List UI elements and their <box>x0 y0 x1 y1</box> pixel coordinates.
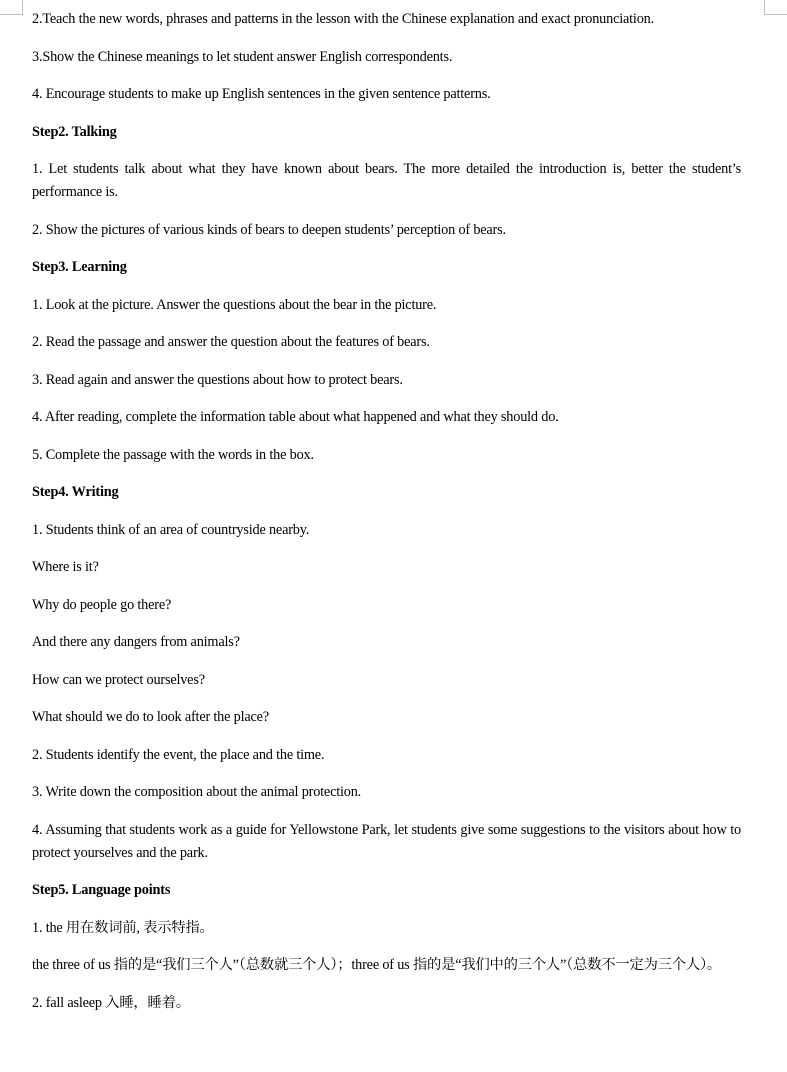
paragraph: 1. the 用在数词前, 表示特指。 <box>32 919 214 936</box>
section-heading: Step3. Learning <box>32 259 127 275</box>
paragraph: 2.Teach the new words, phrases and patterns in the lesson with the Chinese explanation and exact pronunciation. <box>32 11 654 27</box>
section-heading: Step5. Language points <box>32 882 171 898</box>
paragraph: 4. Encourage students to make up English sentences in the given sentence patterns. <box>32 86 491 102</box>
paragraph: 2. Read the passage and answer the question about the features of bears. <box>32 334 430 350</box>
paragraph: How can we protect ourselves? <box>32 671 205 688</box>
page-corner-mark-left <box>0 0 23 15</box>
paragraph: 2. Students identify the event, the place and the time. <box>32 746 325 763</box>
paragraph: the three of us 指的是“我们三个人”（总数就三个人）；three of us 指的是“我们中的三个人”（总数不一定为三个人）。 <box>32 957 722 973</box>
paragraph: 3. Write down the composition about the animal protection. <box>32 784 362 800</box>
paragraph: 2. fall asleep 入睡，睡着。 <box>32 994 190 1011</box>
paragraph: 2. Show the pictures of various kinds of bears to deepen students’ perception of bears. <box>32 221 506 238</box>
paragraph: What should we do to look after the place? <box>32 709 269 725</box>
paragraph: 5. Complete the passage with the words in the box. <box>32 446 314 463</box>
paragraph: 3. Read again and answer the questions about how to protect bears. <box>32 371 403 388</box>
document-body <box>32 8 741 1029</box>
section-heading: Step2. Talking <box>32 123 117 140</box>
paragraph: 1. Look at the picture. Answer the questions about the bear in the picture. <box>32 296 437 313</box>
paragraph: 4. Assuming that students work as a guide for Yellowstone Park, let students give some suggestions to the visitors about how to protect yourselves and the park. <box>32 821 741 861</box>
paragraph: 1. Students think of an area of countryside nearby. <box>32 521 310 538</box>
paragraph: Why do people go there? <box>32 596 172 613</box>
section-heading: Step4. Writing <box>32 484 119 500</box>
paragraph: 1. Let students talk about what they have known about bears. The more detailed the introduction is, better the student’s performance is. <box>32 161 741 200</box>
page-corner-mark-right <box>764 0 787 15</box>
paragraph: 4. After reading, complete the information table about what happened and what they should do. <box>32 409 559 425</box>
paragraph: Where is it? <box>32 559 99 575</box>
paragraph: 3.Show the Chinese meanings to let student answer English correspondents. <box>32 48 453 65</box>
paragraph: And there any dangers from animals? <box>32 634 240 650</box>
